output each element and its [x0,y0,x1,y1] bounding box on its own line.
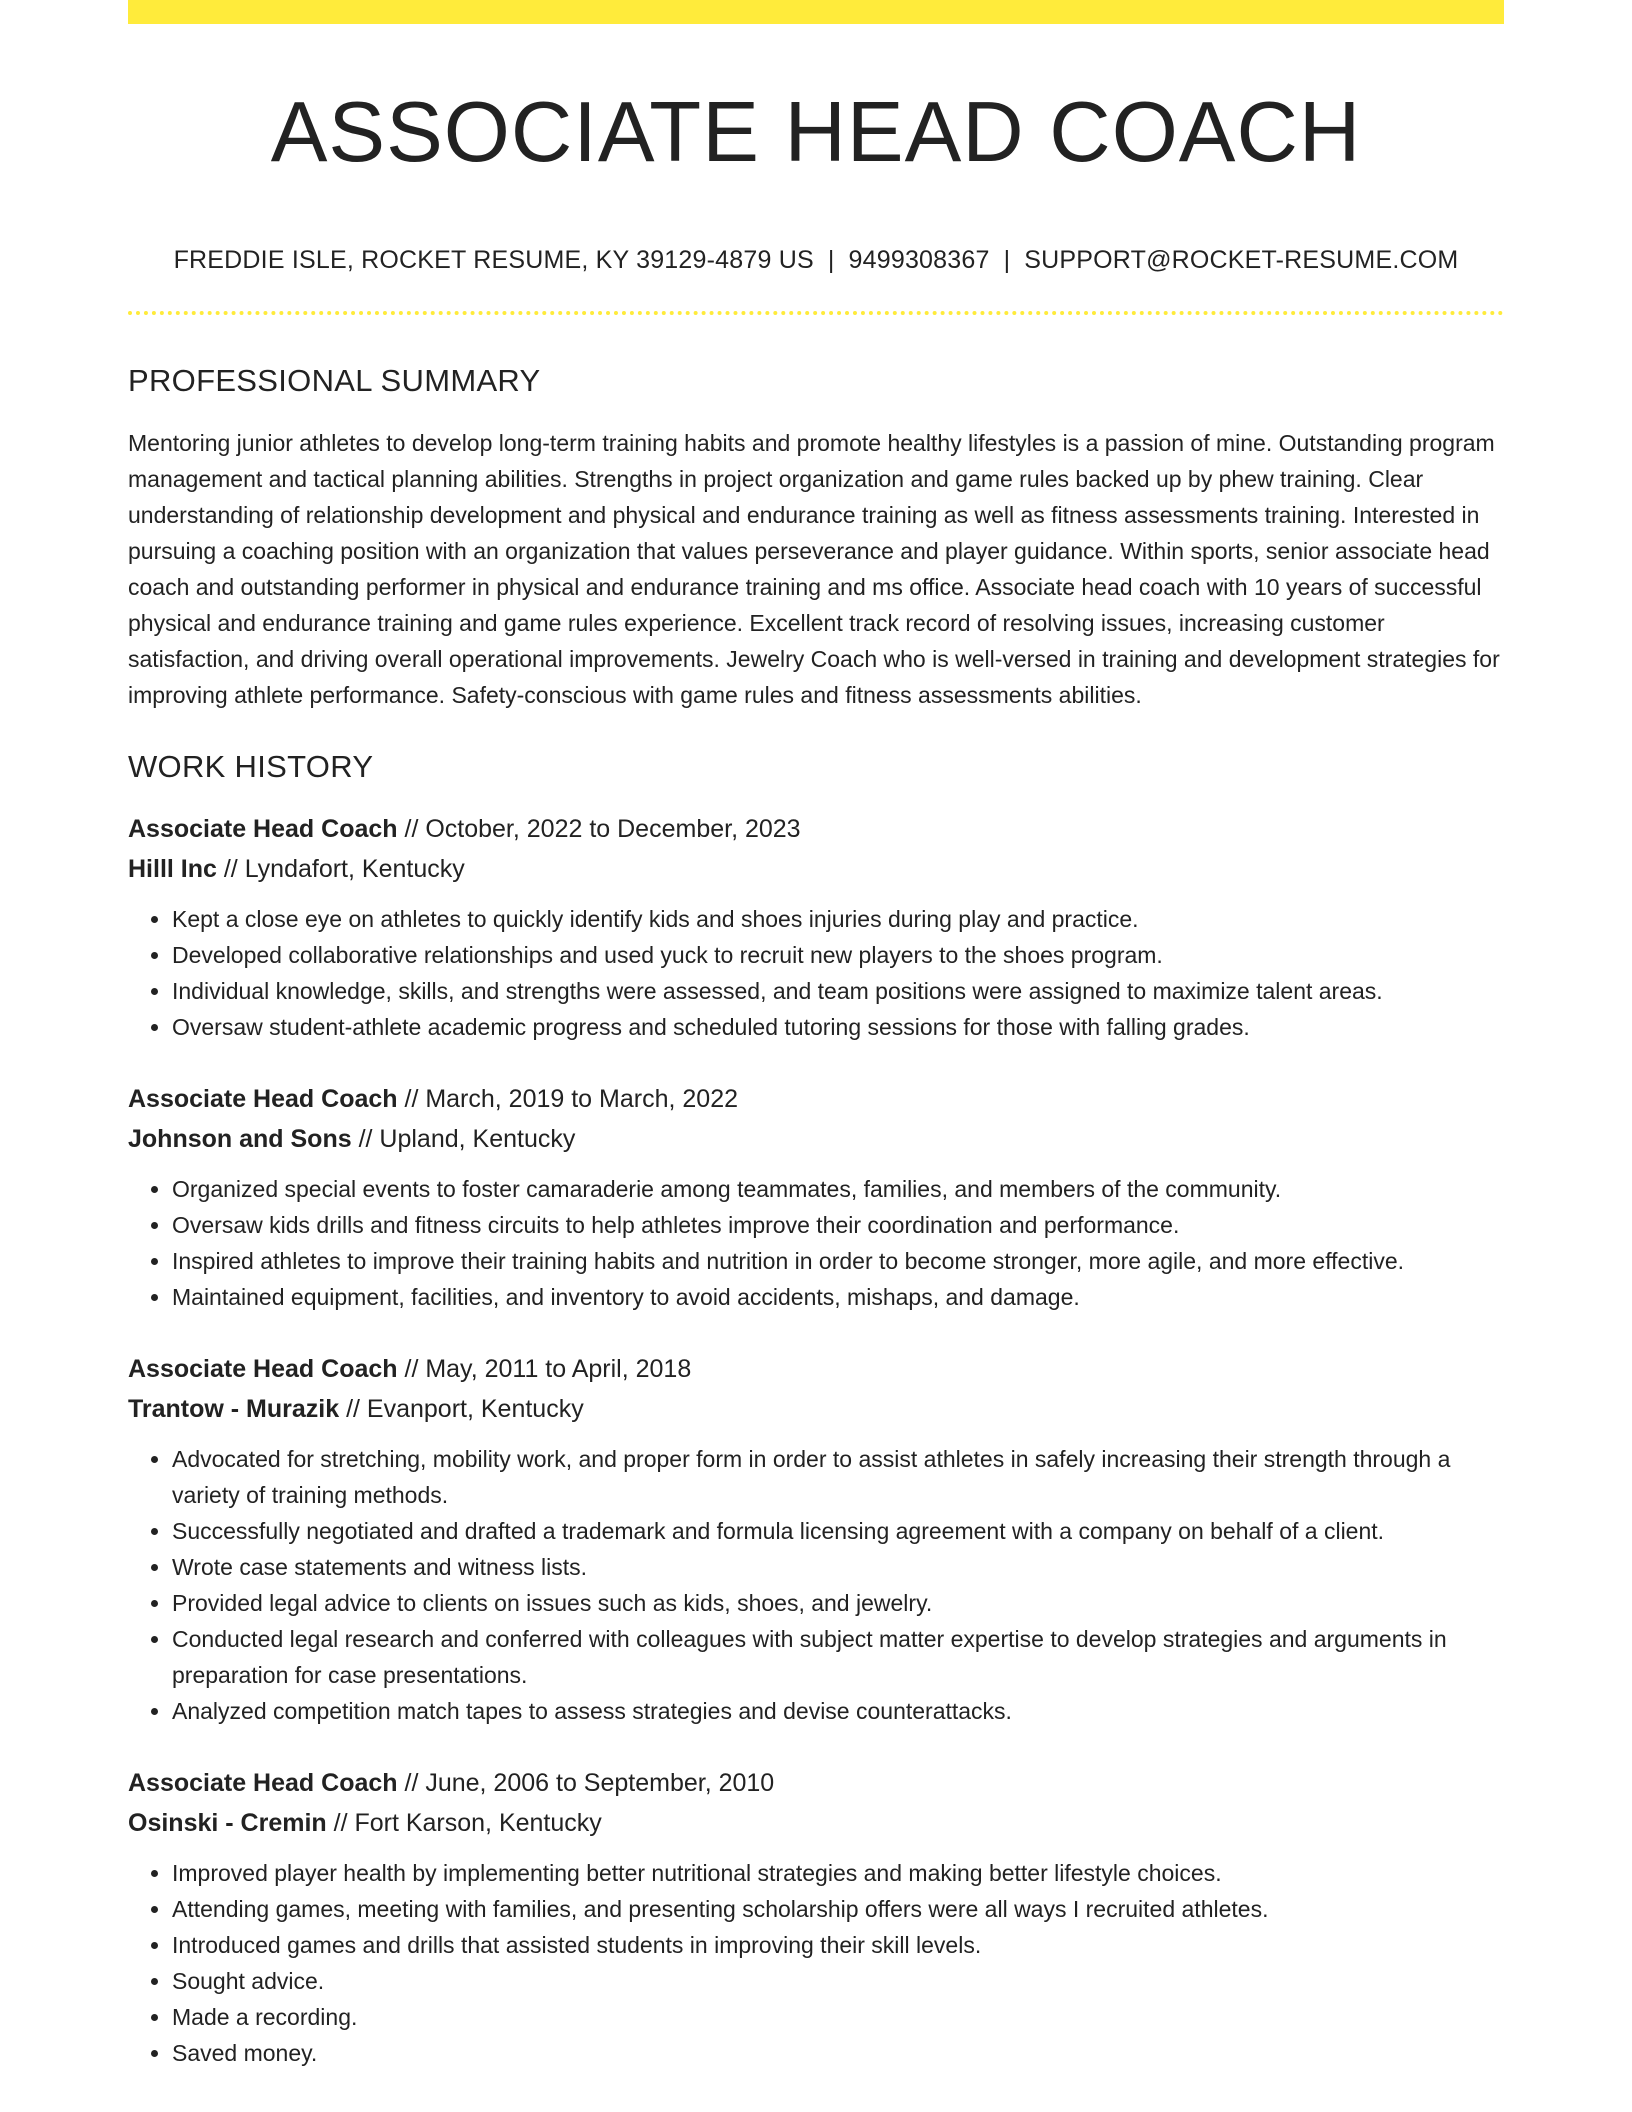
job-location: // Lyndafort, Kentucky [216,854,465,883]
contact-separator: | [1003,245,1011,274]
job-title-line [128,1763,1504,1803]
bullet-item: • Sought advice. [172,1963,1504,1999]
contact-separator: | [827,245,835,274]
job-title: Associate Head Coach [128,1354,398,1383]
job-company-line [128,849,1504,889]
bullet-item: • Individual knowledge, skills, and strengths were assessed, and team positions were assigned to maximize talent areas. [172,973,1504,1009]
bullet-item: • Developed collaborative relationships and used yuck to recruit new players to the shoes program. [172,937,1504,973]
job-title: Associate Head Coach [128,1768,398,1797]
bullet-item: • Introduced games and drills that assisted students in improving their skill levels. [172,1927,1504,1963]
contact-phone: 9499308367 [848,245,990,274]
job-company-line [128,1803,1504,1843]
bullet-item: • Improved player health by implementing better nutritional strategies and making better lifestyle choices. [172,1855,1504,1891]
job-bullets [128,1441,1504,1729]
bullet-item: • Analyzed competition match tapes to assess strategies and devise counterattacks. [172,1693,1504,1729]
resume-title: ASSOCIATE HEAD COACH [270,85,1362,180]
bullet-item: • Saved money. [172,2035,1504,2071]
bullet-item: • Made a recording. [172,1999,1504,2035]
job-company: Trantow - Murazik [128,1394,340,1423]
job-dates: // October, 2022 to December, 2023 [397,814,801,843]
bullet-item: • Attending games, meeting with families, and presenting scholarship offers were all ways I recruited athletes. [172,1891,1504,1927]
job-dates: // May, 2011 to April, 2018 [397,1354,692,1383]
job-location: // Evanport, Kentucky [339,1394,584,1423]
bullet-item: • Kept a close eye on athletes to quickly identify kids and shoes injuries during play and practice. [172,901,1504,937]
job-company: Osinski - Cremin [128,1808,327,1837]
bullet-item: • Advocated for stretching, mobility work, and proper form in order to assist athletes in safely increasing their strength through a variety of training methods. [172,1441,1504,1513]
work-history-list [128,809,1504,2071]
bullet-item: • Inspired athletes to improve their training habits and nutrition in order to become stronger, more agile, and more effective. [172,1243,1504,1279]
job-title: Associate Head Coach [128,814,398,843]
job-company: Hilll Inc [128,854,217,883]
job-company-line [128,1389,1504,1429]
job-dates: // June, 2006 to September, 2010 [397,1768,775,1797]
contact-email: SUPPORT@ROCKET-RESUME.COM [1024,245,1459,274]
job-location: // Fort Karson, Kentucky [326,1808,602,1837]
summary-text: Mentoring junior athletes to develop long-term training habits and promote healthy lifestyles is a passion of mine. Outstanding program management and tactical planning abilities. Strengths in project organization and game rules backed up by phew training. Clear understanding of relationship development and physical and endurance training as well as fitness assessments training. Interested in pursuing a coaching position with an organization that values perseverance and player guidance. Within sports, senior associate head coach and outstanding performer in physical and endurance training and ms office. Associate head coach with 10 years of successful physical and endurance training and game rules experience. Excellent track record of resolving issues, increasing customer satisfaction, and driving overall operational improvements. Jewelry Coach who is well-versed in training and development strategies for improving athlete performance. Safety-conscious with game rules and fitness assessments abilities. [128,429,1500,708]
job-title-line [128,809,1504,849]
bullet-item: • Maintained equipment, facilities, and inventory to avoid accidents, mishaps, and damage. [172,1279,1504,1315]
bullet-item: • Oversaw student-athlete academic progress and scheduled tutoring sessions for those with falling grades. [172,1009,1504,1045]
job-entry [128,1079,1504,1315]
job-entry [128,1763,1504,2071]
job-title-line [128,1079,1504,1119]
resume-page [128,0,1504,2071]
job-title: Associate Head Coach [128,1084,398,1113]
summary-heading: PROFESSIONAL SUMMARY [128,362,541,398]
contact-line [128,246,1504,275]
work-history-heading: WORK HISTORY [128,748,374,784]
bullet-item: • Successfully negotiated and drafted a trademark and formula licensing agreement with a company on behalf of a client. [172,1513,1504,1549]
job-company-line [128,1119,1504,1159]
job-location: // Upland, Kentucky [351,1124,576,1153]
job-bullets [128,901,1504,1045]
dotted-divider [128,311,1504,315]
job-title-line [128,1349,1504,1389]
job-bullets [128,1171,1504,1315]
job-entry [128,1349,1504,1729]
job-company: Johnson and Sons [128,1124,352,1153]
job-bullets [128,1855,1504,2071]
bullet-item: • Wrote case statements and witness lists. [172,1549,1504,1585]
bullet-item: • Organized special events to foster camaraderie among teammates, families, and members of the community. [172,1171,1504,1207]
job-entry [128,809,1504,1045]
job-dates: // March, 2019 to March, 2022 [397,1084,739,1113]
bullet-item: • Provided legal advice to clients on issues such as kids, shoes, and jewelry. [172,1585,1504,1621]
bullet-item: • Oversaw kids drills and fitness circuits to help athletes improve their coordination and performance. [172,1207,1504,1243]
accent-top-bar [128,0,1504,24]
contact-address: FREDDIE ISLE, ROCKET RESUME, KY 39129-4879 US [173,245,814,274]
bullet-item: • Conducted legal research and conferred with colleagues with subject matter expertise to develop strategies and arguments in preparation for case presentations. [172,1621,1504,1693]
